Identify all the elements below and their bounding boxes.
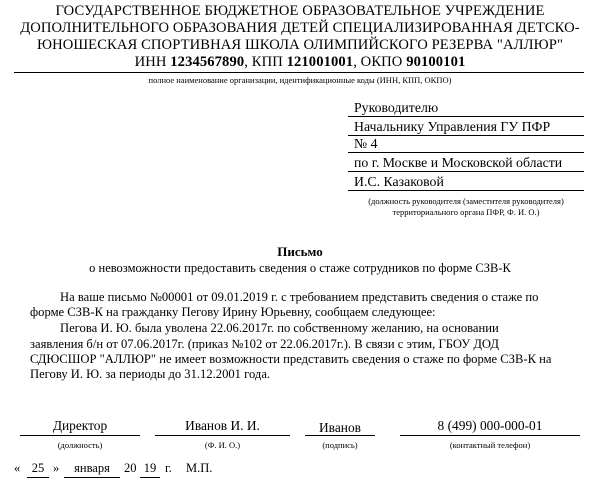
name-rule — [155, 435, 290, 436]
date-month: января — [74, 461, 110, 475]
date-year-prefix: 20 — [124, 461, 137, 475]
recipient-rule-5 — [348, 190, 584, 191]
date-day: 25 — [31, 461, 45, 475]
date-close-quote: » — [53, 461, 60, 475]
kpp-label: , КПП — [244, 54, 287, 70]
date-year-label: г. — [165, 461, 172, 475]
signature-position: Директор — [52, 418, 108, 433]
body-line-2: форме СЗВ-К на гражданку Пегову Ирину Юрьевну, сообщаем следующее: — [30, 305, 436, 319]
recipient-rule-4 — [348, 171, 584, 172]
org-underline — [14, 72, 584, 73]
recipient-rule-2 — [348, 135, 584, 136]
signature-phone: 8 (499) 000-000-01 — [437, 418, 543, 433]
inn-label: ИНН — [134, 54, 171, 70]
phone-caption: (контактный телефон) — [449, 440, 531, 450]
org-codes — [0, 54, 600, 71]
body-line-1: На ваше письмо №00001 от 09.01.2019 г. с требованием представить сведения о стаже по — [60, 290, 539, 304]
recipient-caption-1: (должность руководителя (заместителя руководителя) — [368, 196, 564, 206]
signature-name: Иванов И. И. — [185, 418, 260, 433]
letter-title: Письмо — [277, 244, 323, 259]
okpo-label: , ОКПО — [353, 54, 407, 70]
recipient-rule-3 — [348, 152, 584, 153]
phone-rule — [400, 435, 580, 436]
body-line-6: Пегову И. Ю. за периоды до 31.12.2001 года. — [30, 367, 271, 381]
org-name-line-1: ГОСУДАРСТВЕННОЕ БЮДЖЕТНОЕ ОБРАЗОВАТЕЛЬНОЕ УЧРЕЖДЕНИЕ — [55, 3, 545, 19]
recipient-line-5: И.С. Казаковой — [354, 174, 444, 189]
org-name-line-2: ДОПОЛНИТЕЛЬНОГО ОБРАЗОВАНИЯ ДЕТЕЙ СПЕЦИАЛИЗИРОВАННАЯ ДЕТСКО- — [20, 20, 580, 36]
inn-value: 1234567890 — [170, 54, 245, 70]
recipient-caption-2: территориального органа ПФР, Ф. И. О.) — [392, 207, 540, 217]
body-line-5: СДЮСШОР "АЛЛЮР" не имеет возможности представить сведения о стаже по форме СЗВ-К на — [30, 352, 552, 366]
year-rule — [140, 477, 160, 478]
name-caption: (Ф. И. О.) — [204, 440, 241, 450]
month-rule — [64, 477, 120, 478]
day-rule — [27, 477, 49, 478]
body-line-4: заявления б/н от 07.06.2017г. (приказ №102 от 22.06.2017г.). В связи с этим, ГБОУ ДОД — [30, 337, 499, 351]
okpo-value: 90100101 — [406, 54, 466, 70]
sign-rule — [305, 435, 375, 436]
position-rule — [20, 435, 140, 436]
org-caption: полное наименование организации, идентификационные коды (ИНН, КПП, ОКПО) — [148, 75, 452, 85]
sign-caption: (подпись) — [322, 440, 358, 450]
recipient-line-3: № 4 — [354, 136, 378, 151]
date-year-suffix: 19 — [143, 461, 157, 475]
letter-subject: о невозможности предоставить сведения о стаже сотрудников по форме СЗВ-К — [89, 261, 511, 275]
recipient-line-2: Начальнику Управления ГУ ПФР — [354, 119, 551, 134]
kpp-value: 121001001 — [286, 54, 354, 70]
body-line-3: Пегова И. Ю. была уволена 22.06.2017г. по собственному желанию, на основании — [60, 321, 499, 335]
recipient-line-4: по г. Москве и Московской области — [354, 155, 563, 170]
org-name-line-3: ЮНОШЕСКАЯ СПОРТИВНАЯ ШКОЛА ОЛИМПИЙСКОГО РЕЗЕРВА "АЛЛЮР" — [36, 37, 563, 53]
position-caption: (должность) — [57, 440, 103, 450]
recipient-line-1: Руководителю — [354, 100, 439, 115]
stamp-label: М.П. — [186, 461, 213, 475]
signature-sign: Иванов — [319, 420, 361, 435]
date-open-quote: « — [14, 461, 21, 475]
recipient-rule-1 — [348, 116, 584, 117]
